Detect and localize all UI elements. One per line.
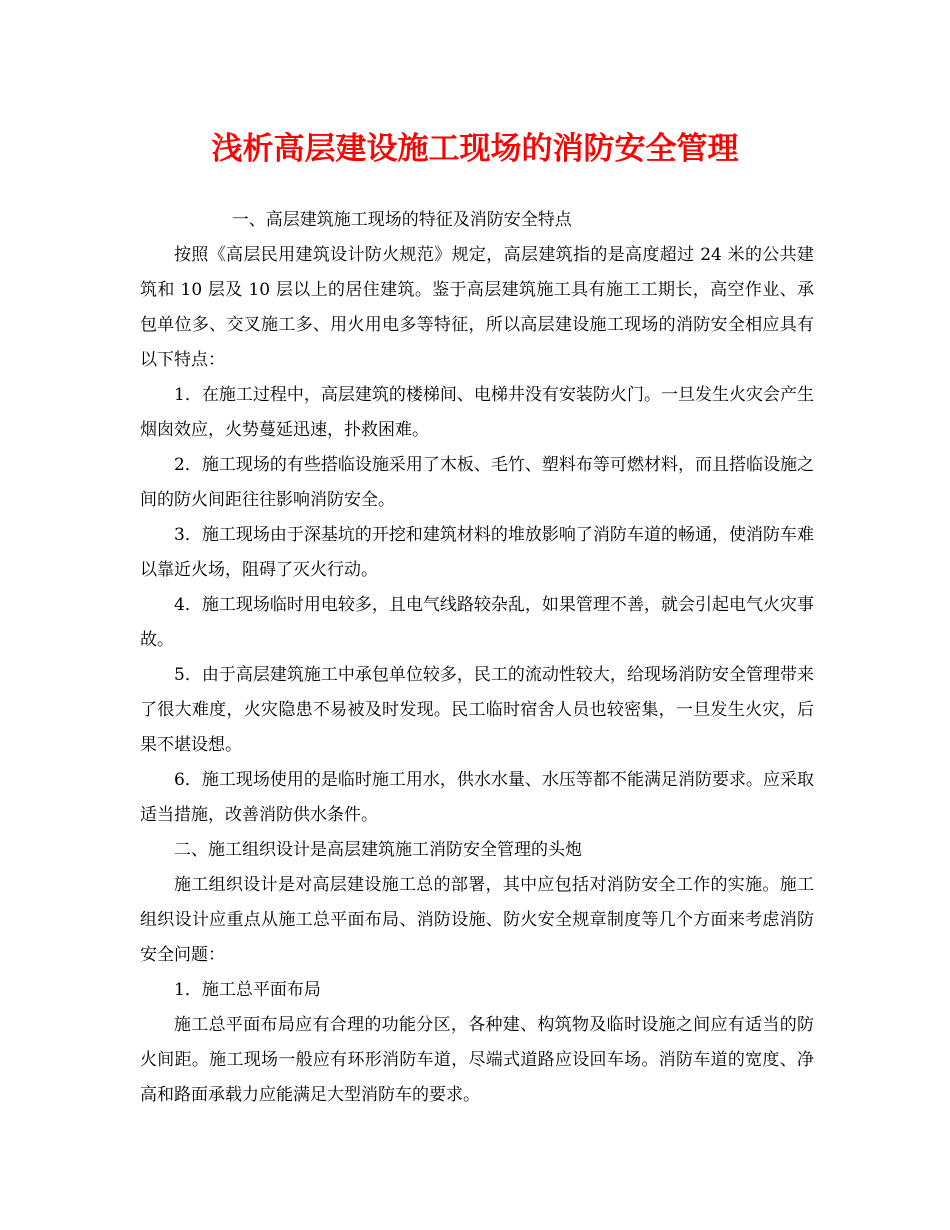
paragraph-layout: 施工总平面布局应有合理的功能分区，各种建、构筑物及临时设施之间应有适当的防火间距。施工现场一般应有环形消防车道，尽端式道路应设回车场。消防车道的宽度、净高和路面承载力应能满足大型消防车的要求。 xyxy=(140,1015,814,1105)
list-item-2: 2．施工现场的有些搭临设施采用了木板、毛竹、塑料布等可燃材料，而且搭临设施之间的防火间距往往影响消防安全。 xyxy=(140,455,814,510)
list-item-4: 4．施工现场临时用电较多，且电气线路较杂乱，如果管理不善，就会引起电气火灾事故。 xyxy=(140,595,814,650)
document-body xyxy=(140,203,814,1113)
list-item-3: 3．施工现场由于深基坑的开挖和建筑材料的堆放影响了消防车道的畅通，使消防车难以靠近火场，阻碍了灭火行动。 xyxy=(140,525,814,580)
list-item-1: 1．在施工过程中，高层建筑的楼梯间、电梯井没有安装防火门。一旦发生火灾会产生烟囱效应，火势蔓延迅速，扑救困难。 xyxy=(140,385,814,440)
document-title: 浅析高层建设施工现场的消防安全管理 xyxy=(211,131,739,167)
paragraph-intro: 按照《高层民用建筑设计防火规范》规定，高层建筑指的是高度超过 24 米的公共建筑和 10 层及 10 层以上的居住建筑。鉴于高层建筑施工具有施工工期长，高空作业、承包单位多、交叉施工多、用火用电多等特征，所以高层建设施工现场的消防安全相应具有以下特点： xyxy=(140,245,814,370)
section-heading-1: 一、高层建筑施工现场的特征及消防安全特点 xyxy=(231,210,572,230)
list-item-5: 5．由于高层建筑施工中承包单位较多，民工的流动性较大，给现场消防安全管理带来了很大难度，火灾隐患不易被及时发现。民工临时宿舍人员也较密集，一旦发生火灾，后果不堪设想。 xyxy=(140,665,814,755)
section-heading-2: 二、施工组织设计是高层建筑施工消防安全管理的头炮 xyxy=(174,840,582,860)
list-item-6: 6．施工现场使用的是临时施工用水，供水水量、水压等都不能满足消防要求。应采取适当措施，改善消防供水条件。 xyxy=(140,770,814,825)
paragraph-design: 施工组织设计是对高层建设施工总的部署，其中应包括对消防安全工作的实施。施工组织设计应重点从施工总平面布局、消防设施、防火安全规章制度等几个方面来考虑消防安全问题： xyxy=(140,875,814,965)
subsection-heading: 1．施工总平面布局 xyxy=(174,980,321,1000)
